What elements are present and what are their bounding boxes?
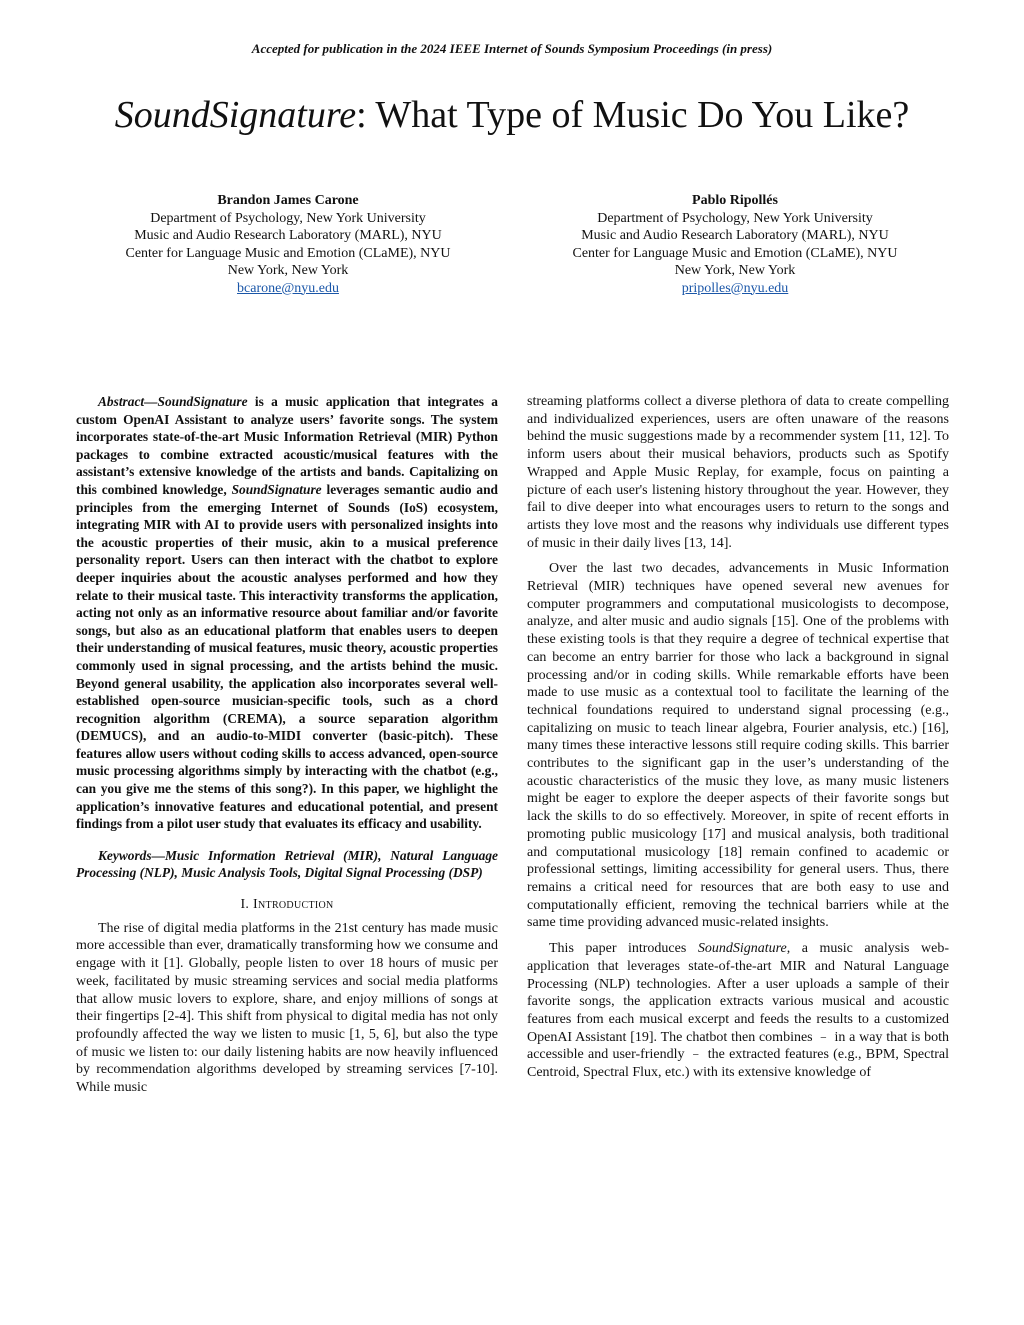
body-paragraph: streaming platforms collect a diverse plethora of data to create compelling and individualized experiences, users are often unaware of the reasons behind the music suggestions made by a recommender system [11, 12]. To inform users about their musical behaviors, products such as Spotify Wrapped and Apple Music Replay, for example, focus on painting a picture of each user's listening history throughout the year. However, they fail to dive deeper into what encourages users to return to the songs and artists they love most and the reasons why individuals use different types of music in their daily lives [13, 14]. — [527, 394, 949, 551]
intro-paragraph: The rise of digital media platforms in the 21st century has made music more accessible than ever, dramatically transforming how we consume and engage with it [1]. Globally, people listen to over 18 hours of music per week, facilitated by music streaming services and social media platforms that allow music lovers to explore, share, and enjoy millions of songs at their fingertips [2-4]. This shift from physical to digital media has not only profoundly affected the way we listen to music [1, 5, 6], but also the type of music we listen to: our daily listening habits are now heavily influenced by recommendation algorithms developed by streaming services [7-10]. While music — [76, 920, 498, 1096]
author-affiliation: Department of Psychology, New York University — [597, 210, 873, 226]
author-affiliation: Center for Language Music and Emotion (CLaME), NYU — [572, 245, 898, 261]
body-text: , a music analysis web-application that leverages state-of-the-art MIR and Natural Language Processing (NLP) technologies. After a user uploads a sample of their favorite songs, the application extracts various musical and acoustic features from each musical excerpt and feeds the results to a customized OpenAI Assistant [19]. The chatbot then combines ﹣ in a way that is both accessible and user-friendly ﹣ the extracted features (e.g., BPM, Spectral Centroid, Spectral Flux, etc.) with its extensive knowledge of — [527, 941, 949, 1081]
author-affiliation: Music and Audio Research Laboratory (MARL), NYU — [581, 228, 889, 243]
abstract-label: Abstract—SoundSignature — [98, 394, 248, 409]
section-heading-introduction — [76, 896, 498, 914]
author-block-2 — [515, 192, 955, 297]
author-location: New York, New York — [227, 263, 349, 278]
right-column — [527, 393, 949, 1090]
abstract — [76, 393, 498, 833]
title-italic-part: SoundSignature — [114, 94, 357, 136]
author-location: New York, New York — [674, 263, 796, 278]
body-text: This paper introduces — [549, 941, 698, 957]
abstract-text: is a music application that integrates a custom OpenAI Assistant to analyze users’ favorite songs. The system incorporates state-of-the-art Music Information Retrieval (MIR) Python packages to combine extracted acoustic/musical features with the assistant’s extensive knowledge of the artists and bands. Capitalizing on this combined knowledge, — [76, 394, 498, 497]
abstract-text-cont: leverages semantic audio and principles from the emerging Internet of Sounds (IoS) ecosystem, integrating MIR with AI to provide users with personalized insights into the acoustic properties of their music, akin to a musical preference personality report. Users can then interact with the chatbot to explore deeper inquiries about the acoustic analyses performed and how they relate to their musical taste. This interactivity transforms the application, acting not only as an informative resource about familiar and/or favorite songs, but also as an educational platform that enables users to deepen their understanding of musical features, music theory, acoustic properties commonly used in signal processing, and the artists behind the music. Beyond general usability, the application also incorporates several well-established open-source musician-specific tools, such as a chord recognition algorithm (CREMA), a source separation algorithm (DEMUCS), and an audio-to-MIDI converter (basic-pitch). These features allow users without coding skills to access advanced, open-source music processing algorithms simply by interacting with the chatbot (e.g., can you give me the stems of this song?). In this paper, we highlight the application’s innovative features and educational potential, and present findings from a pilot user study that evaluates its efficacy and usability. — [76, 481, 498, 832]
author-email-link[interactable]: bcarone@nyu.edu — [237, 280, 339, 296]
author-email-link[interactable]: pripolles@nyu.edu — [681, 280, 789, 296]
paper-title — [0, 92, 1024, 138]
title-rest: : What Type of Music Do You Like? — [356, 94, 910, 136]
author-affiliation: Department of Psychology, New York University — [150, 210, 426, 226]
publication-banner: Accepted for publication in the 2024 IEEE Internet of Sounds Symposium Proceedings (in press) — [251, 41, 773, 56]
author-block-1 — [68, 192, 508, 297]
body-paragraph — [527, 940, 949, 1082]
author-affiliation: Music and Audio Research Laboratory (MARL), NYU — [134, 228, 442, 243]
body-paragraph: Over the last two decades, advancements in Music Information Retrieval (MIR) techniques have opened several new avenues for computer programmers and computational musicologists to decompose, analyze, and alter music and audio signals [15]. One of the problems with these existing tools is that they require a degree of technical expertise that can become an entry barrier for those who lack a background in signal processing and/or in coding skills. While remarkable efforts have been made to use music as a contextual tool to facilitate the learning of the technical foundations required to understand signal processing (e.g., capitalizing on music to teach linear algebra, Fourier analysis, etc.) [16], many times these interactive lessons still require coding skills. This barrier contributes to the significant gap in the user’s understanding of the acoustic characteristics of the music they love, as many music listeners might be eager to explore the deeper aspects of their favorite songs but lack the skills to do so effectively. Moreover, in spite of recent efforts in promoting public musicology [17] and musical analysis, both traditional and computational musicology [18] remain confined to academic or professional settings, limiting accessibility for general users. Thus, there remains a critical need for resources that are both easy to use and computationally efficient, removing the technical barriers while at the same time providing advanced music-related insights. — [527, 561, 949, 931]
section-title: Introduction — [253, 897, 334, 913]
left-column — [76, 393, 498, 1105]
abstract-italic-name: SoundSignature — [231, 481, 322, 497]
section-numeral: I. — [240, 897, 250, 913]
author-name: Pablo Ripollés — [692, 193, 778, 208]
author-affiliation: Center for Language Music and Emotion (CLaME), NYU — [125, 245, 451, 261]
author-name: Brandon James Carone — [217, 193, 359, 208]
body-italic-name: SoundSignature — [697, 941, 787, 957]
keywords: Keywords—Music Information Retrieval (MIR), Natural Language Processing (NLP), Music Analysis Tools, Digital Signal Processing (DSP) — [76, 847, 498, 881]
